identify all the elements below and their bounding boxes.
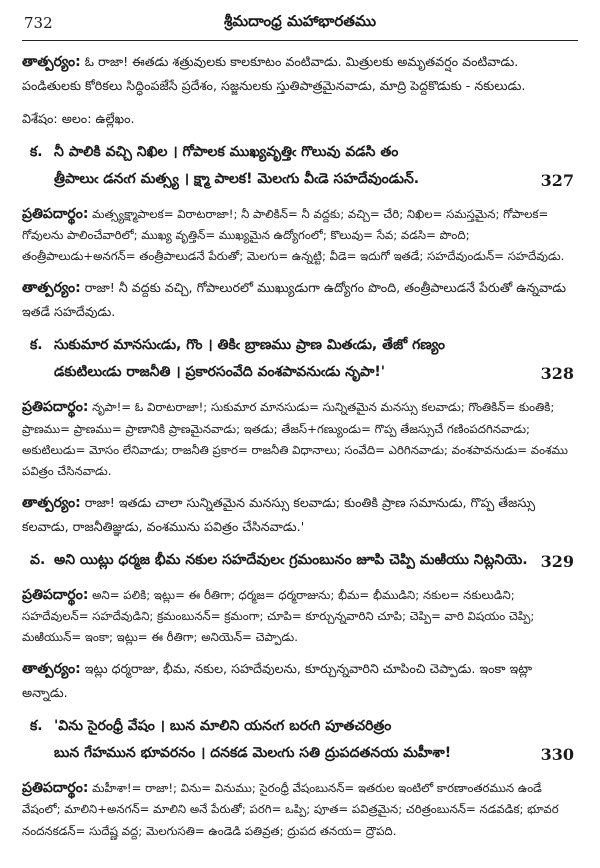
verse-line [22,167,580,194]
meaning-label: తాత్పర్యం: [22,494,81,511]
meaning-text: రాజా! నీ వద్దకు వచ్చి, గోపాలురలో ముఖ్యుడుగా ఉద్యోగం పొంది, తంత్రీపాలుడనే పేరుతో ఉన్నవాడు ఇతడే సహదేవుడు. [22,280,567,320]
meaning-label: తాత్పర్యం: [22,54,81,70]
meaning-label: తాత్పర్యం: [22,661,81,678]
word-meaning-text: మత్స్యక్ష్మాపాలక= విరాటరాజా!; నీ పాలికిన్= నీ వద్దకు; వచ్చి= చేరి; నిఖిల= సమస్తమైన; గోపాలక= గోవులను పాలించేవారిలో; ముఖ్య వృత్తిన్= ముఖ్యమైన ఉద్యోగంలో; కొలువు= సేవ; వడసి= పొంది; తంత్రీపాలుడు+అనగన్= తంత్రీపాలుడనే పేరుతో; మెలగు= ఉన్నట్టి; వీడె= ఇదుగో ఇతడే; సహదేవుండున్= సహదేవుడు. [22,207,565,264]
verse-330 [22,714,580,768]
verse-line [22,741,580,768]
note-text: అలం: ఉల్లేఖం. [57,111,135,126]
verse-line [22,548,580,575]
header-rule [22,40,578,41]
verse-text: డకుటిలుఁడు రాజనీతి । ప్రకారసంవేది వంశపావనుఁడు నృపా!' [54,364,386,381]
verse-line [22,360,580,387]
meaning-text: రాజా! ఇతడు చాలా సున్నితమైన మనస్సు కలవాడు; కుంతికి ప్రాణ సమానుడు, గొప్ప తేజస్సు కలవాడు, రాజనీతిజ్ఞుడు, వంశమును పవిత్రం చేసినవాడు.' [22,494,536,534]
word-meaning-text: నృపా!= ఓ విరాటరాజా!; సుకుమార మానసుడు= సున్నితమైన మనస్సు కలవాడు; గొంతికిన్= కుంతికి; ప్రాణము= ప్రాణము= ప్రాణానికి ప్రాణమైనవాడు; ఇతడు; తేజస్+గణ్యుండు= గొప్ప తేజస్సుచే గణింపదగినవాడు; అకుటిలుడు= మోసం లేనివాడు; రాజనీతి ప్రకార= రాజనీతి విధానాలు; సంవేది= ఎరిగినవాడు; వంశపావనుడు= వంశము పవిత్రం చేసినవాడు. [22,400,568,478]
verse-number: 327 [540,171,574,190]
verse-type: క. [30,337,43,354]
verse-type: క. [30,718,43,735]
word-meaning-paragraph [22,204,580,267]
verse-text: సుకుమార మానసుఁడు, గొం । తికిఁ బ్రాణము ప్రాణ మితఁడు, తేజో గణ్యం [54,337,446,354]
word-meaning-label: ప్రతిపదార్థం: [22,586,89,603]
verse-number: 328 [540,364,574,384]
verse-line [22,333,580,360]
word-meaning-label: ప్రతిపదార్థం: [22,206,89,222]
verse-text: అని యిట్లు ధర్మజ భీమ నకుల సహదేవులఁ గ్రమంబునం జూపి చెప్పి మఱియు నిట్లనియె. [54,551,528,568]
word-meaning-label: ప్రతిపదార్థం: [22,399,89,416]
meaning-label: తాత్పర్యం: [22,280,81,297]
verse-text: 'విను సైరంధ్రీ వేషం । బున మాలిని యనఁగ బరఁగి పూతచరిత్రం [54,718,392,735]
word-meaning-text: అని= పలికి; ఇట్లు= ఈ రీతిగా; ధర్మజ= ధర్మరాజును; భీమ= భీముడిని; నకుల= నకులుడిని; సహదేవులన్= సహదేవుడిని; క్రమంబునన్= క్రమంగా; చూపి= కూర్చున్నవారిని చూపి; చెప్పి= వారి విషయం చెప్పి; మఱియున్= ఇంకా; ఇట్లు= ఈ రీతిగా; అనియెన్= చెప్పాడు. [22,587,535,645]
verse-line [22,140,580,167]
meaning-paragraph [22,276,580,324]
verse-type: క. [30,144,43,160]
verse-number: 330 [540,745,574,765]
note-label: విశేషం: [22,111,58,126]
verse-text: నీ పాలికి వచ్చి నిఖిల । గోపాలక ముఖ్యవృత్తిఁ గొలువు వడసి తం [54,144,399,160]
page-header [0,10,600,38]
word-meaning-text: మహీశా!= రాజా!; విను= వినుము; సైరంధ్రీ వేషంబునన్= ఇతరుల ఇంటిలో కారణాంతరమున ఉండే వేషంలో; మాలిని+అనగన్= మాలిని అనే పేరుతో; పరగి= ఒప్పి; పూత= పవిత్రమైన; చరిత్రంబునన్= నడవడిక; భూవర నందనకడన్= సుదేష్ణ వద్ద; మెలగుసతి= ఉండెడి పతివ్రత; ద్రుపద తనయ= ద్రౌపది. [22,781,559,838]
meaning-paragraph [22,50,580,98]
word-meaning-paragraph [22,397,580,482]
note-paragraph [22,107,580,131]
verse-text: త్రీపాలుఁ డనఁగ మత్స్య । క్ష్మా పాలక! మెలఁగు వీఁడె సహదేవుండున్. [54,171,420,187]
page-number: 732 [24,14,53,32]
meaning-paragraph [22,657,580,705]
meaning-paragraph [22,491,580,539]
page-body [22,50,580,851]
meaning-text: ఓ రాజా! ఈతడు శత్రువులకు కాలకూటం వంటివాడు. మిత్రులకు అమృతవర్షం వంటివాడు. పండితులకు కోరికలు సిద్ధింపజేసే ప్రదేశం, సజ్జనులకు స్తుతిపాత్రమైనవాడు, మాద్రి పెద్దకొడుకు - నకులుడు. [22,54,526,93]
verse-number: 329 [540,551,574,571]
word-meaning-label: ప్రతిపదార్థం: [22,780,89,797]
verse-type: వ. [30,551,46,568]
verse-329 [22,548,580,575]
meaning-text: ఇట్లు ధర్మరాజు, భీమ, నకుల, సహదేవులను, కూర్చున్నవారిని చూపించి చెప్పాడు. ఇంకా ఇట్లా అన్నాడు. [22,661,533,701]
word-meaning-paragraph [22,585,580,648]
running-title: శ్రీమదాంధ్ర మహాభారతము [223,12,377,30]
verse-327 [22,140,580,194]
verse-328 [22,333,580,387]
word-meaning-paragraph [22,778,580,841]
verse-line [22,714,580,741]
verse-text: బున గేహమున భూవరనం । దనకడ మెలఁగు సతి ద్రుపదతనయ మహీశా! [54,745,452,762]
